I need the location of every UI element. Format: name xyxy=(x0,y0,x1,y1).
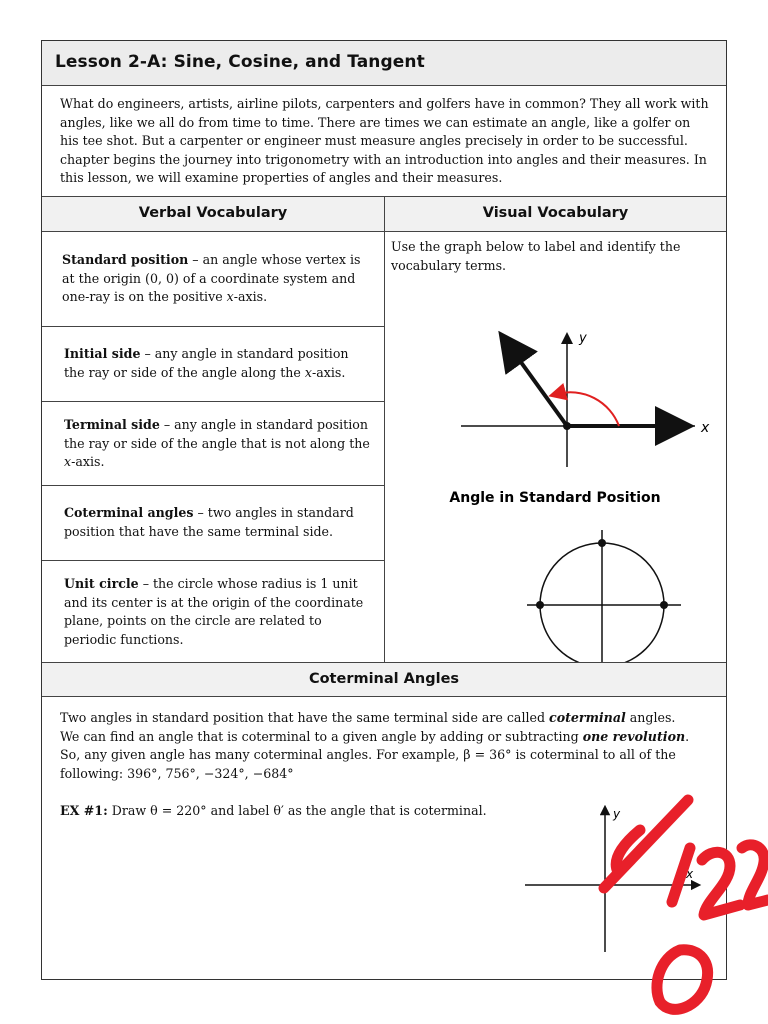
text: . xyxy=(685,728,690,744)
text: We can find an angle that is coterminal to a given angle by adding or subtracting xyxy=(60,728,583,744)
lesson-title: Lesson 2-A: Sine, Cosine, and Tangent xyxy=(42,41,726,86)
term: Coterminal angles xyxy=(64,505,194,520)
coterminal-line-3: So, any given angle has many coterminal angles. For example, β = 36° is coterminal to all of the xyxy=(60,747,676,763)
text: angles. xyxy=(625,710,676,725)
definition: – two angles in standard position that have the same terminal side. xyxy=(64,505,354,539)
x-axis-label: x xyxy=(701,420,710,436)
example-y-label: y xyxy=(613,807,621,821)
example-text: Draw θ = 220° and label θ′ as the angle that is coterminal. xyxy=(107,803,487,818)
emphasis: coterminal xyxy=(549,710,626,725)
term: Initial side xyxy=(64,346,141,361)
coterminal-angles-heading: Coterminal Angles xyxy=(42,662,726,697)
definition: – any angle in standard position the ray or side of the angle that is not along the xyxy=(64,417,370,451)
definition: – any angle in standard position the ray or side of the angle along the xyxy=(64,346,349,380)
visual-instructions: Use the graph below to label and identify the vocabulary terms. xyxy=(391,239,681,273)
variable: x xyxy=(64,454,72,470)
term: Unit circle xyxy=(64,576,139,591)
definition: – an angle whose vertex is at the origin (0, 0) of a coordinate system and one-ray is on the positive xyxy=(62,252,361,305)
text: Two angles in standard position that have the same terminal side are called xyxy=(60,710,550,725)
definition-tail: -axis. xyxy=(233,289,268,305)
variable: x xyxy=(304,364,312,380)
definition: – the circle whose radius is 1 unit and its center is at the origin of the coordinate plane, points on the circle are related to periodic functions. xyxy=(64,576,364,647)
coterminal-line-4: following: 396°, 756°, −324°, −684° xyxy=(60,765,294,781)
definition-tail: -axis. xyxy=(71,454,105,470)
visual-vocabulary-heading: Visual Vocabulary xyxy=(385,197,726,232)
handwritten-annotation xyxy=(604,800,768,1009)
graph-caption: Angle in Standard Position xyxy=(449,490,661,506)
example-x-label: x xyxy=(686,867,694,881)
term: Standard position xyxy=(62,252,189,267)
term: Terminal side xyxy=(64,417,160,432)
y-axis-label: y xyxy=(579,331,587,346)
example-label: EX #1: xyxy=(60,803,108,818)
definition-tail: -axis. xyxy=(311,364,346,380)
emphasis: one revolution xyxy=(582,728,686,744)
verbal-vocabulary-heading: Verbal Vocabulary xyxy=(42,197,385,232)
intro-paragraph: What do engineers, artists, airline pilots, carpenters and golfers have in common? They all work with angles, like we all do from time to time. There are times we can estimate an angle, like a golfer on his tee shot. But a carpenter or engineer must measure angles precisely in order to be successful. chapter begins the journey into trigonometry with an introduction into angles and their measures. In this lesson, we will examine properties of angles and their measures. xyxy=(42,86,726,197)
variable: x xyxy=(226,289,234,305)
